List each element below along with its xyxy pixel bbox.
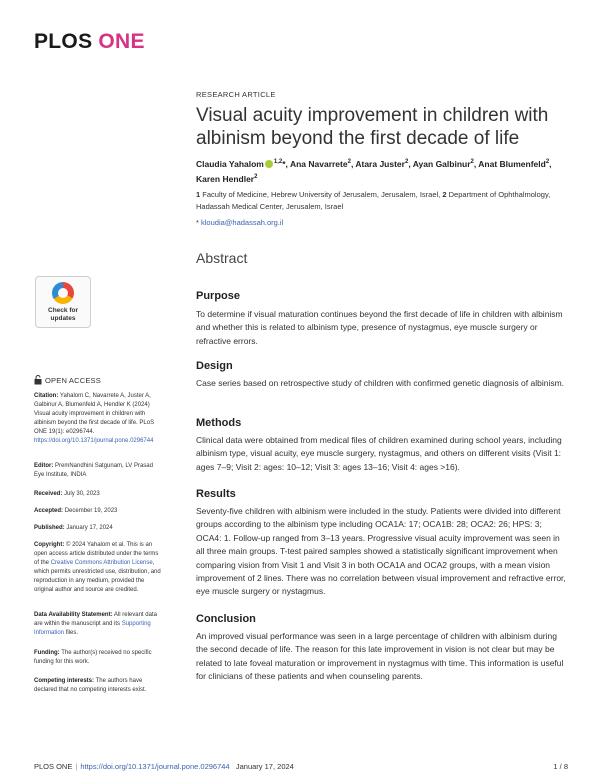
corr-mark: * — [196, 218, 199, 227]
author-name[interactable]: Karen Hendler — [196, 173, 255, 184]
funding-block: Funding: The author(s) received no specific funding for this work. — [34, 650, 152, 665]
section-heading-design: Design — [196, 360, 233, 372]
author-name[interactable]: Ayan Galbinur — [412, 158, 471, 169]
footer-date: January 17, 2024 — [235, 762, 294, 771]
logo-one: ONE — [98, 30, 145, 53]
section-heading-results: Results — [196, 488, 236, 500]
author-affil-sup: 2 — [470, 159, 474, 165]
author-affil-sup: 2 — [404, 159, 409, 165]
author-name[interactable]: Ana Navarrete — [289, 158, 348, 169]
copyright-block: Copyright: © 2024 Yahalom et al. This is an open access article distributed under the terms of the Creative Commons Attribution License, which permits unrestricted use, distribution, and reproduction in any medium, provided the original author and source are credited. — [34, 542, 161, 593]
received-block: Received: July 30, 2023 — [34, 491, 100, 497]
author-name[interactable]: Anat Blumenfeld — [478, 158, 546, 169]
data-availability-block: Data Availability Statement: All relevant data are within the manuscript and its Supporting Information files. — [34, 612, 157, 636]
author-list: Claudia Yahalom $^{1,2}$*, Ana Navarrete$^2$, Atara Juster$^2$, Ayan Galbinur$^2$, Anat Blumenfeld$^2$, Karen Hendler$^2$ — [196, 158, 552, 184]
open-lock-icon — [34, 375, 42, 385]
license-link[interactable]: Creative Commons Attribution License — [50, 560, 153, 566]
section-text-results: Seventy-five children with albinism were included in the study. Patients were divided into different groups according to the albinism type including OCA1A: 17; OCA1B: 28; OCA2: 26; HPS: 3; OCA4: 1. Follow-up ranged from 3–13 years. Progressive visual acuity improvement was seen in all three main groups. T-test paired samples showed a statistically significant improvement when comparing vision from Visit 1 and Visit 3 in both OCA1A and OCA2 groups, with a mean vision improvement of 2 lines. There was no correlation between visual improvement and refractive error, eye muscle surgery or nystagmus. — [196, 506, 566, 597]
editor-block: Editor: PremNandhini Satgunam, LV Prasad Eye Institute, INDIA — [34, 463, 153, 478]
open-access-text: OPEN ACCESS — [45, 376, 101, 385]
citation-block: Citation: Yahalom C, Navarrete A, Juster A, Galbinur A, Blumenfeld A, Hendler K (2024) Visual acuity improvement in children with albinism beyond the first decade of life. PLoS ONE 19(1): e0296744. https://doi.org/10.1371/journal.pone.0296744 — [34, 393, 155, 444]
corresponding-mark: * — [282, 158, 286, 169]
logo-plos: PLOS — [34, 30, 93, 53]
published-block: Published: January 17, 2024 — [34, 525, 113, 531]
section-text-purpose: To determine if visual maturation continues beyond the first decade of life in children with albinism and whether this is related to albinism type, presence of nystagmus, eye muscle surgery or refractive errors. — [196, 309, 563, 346]
section-text-methods: Clinical data were obtained from medical files of children examined during school years, including albinism type, visual acuity, eye muscle surgery, nystagmus, and others on different visits (Visit 1: ages 7–9; Visit 2: ages: 10–12; Visit 3: ages 13–16; Visit 4: ages >16). — [196, 435, 562, 472]
check-for-updates-icon — [52, 282, 74, 304]
article-title: Visual acuity improvement in children with albinism beyond the first decade of life — [196, 105, 549, 149]
affil-number: 2 — [442, 190, 447, 199]
section-heading-purpose: Purpose — [196, 290, 241, 302]
orcid-icon[interactable] — [265, 160, 273, 168]
open-access-label — [34, 375, 101, 385]
article-type: RESEARCH ARTICLE — [196, 90, 276, 99]
doi-link[interactable]: https://doi.org/10.1371/journal.pone.0296744 — [34, 438, 154, 444]
section-text-design: Case series based on retrospective study of children with confirmed genetic diagnosis of albinism. — [196, 378, 565, 388]
corresponding-email — [196, 218, 568, 227]
section-text-conclusion: An improved visual performance was seen in a large percentage of children with albinism during the second decade of life. The reason for this late improvement in vision is not clear but may be related to late foveal maturation or improvement in nystagmus with time. This information is useful for clinicians of these patients and when counseling parents. — [196, 631, 564, 682]
check-for-updates-label: Check for updates — [48, 307, 78, 322]
journal-logo[interactable] — [34, 30, 145, 54]
email-link[interactable]: kloudia@hadassah.org.il — [201, 218, 284, 227]
footer-journal: PLOS ONE — [34, 762, 73, 771]
author-affil-sup: 2 — [347, 159, 351, 165]
footer-separator: | — [75, 762, 78, 771]
affil-number: 1 — [196, 190, 201, 199]
section-heading-methods: Methods — [196, 417, 242, 429]
section-heading-conclusion: Conclusion — [196, 613, 256, 625]
accepted-block: Accepted: December 19, 2023 — [34, 508, 118, 514]
supporting-info-link[interactable]: Supporting Information — [34, 621, 151, 636]
affil-text: Faculty of Medicine, Hebrew University of Jerusalem, Jerusalem, Israel, — [202, 190, 441, 199]
affil-text: Department of Ophthalmology, Hadassah Medical Center, Jerusalem, Israel — [196, 190, 551, 211]
check-for-updates-badge[interactable] — [35, 276, 91, 328]
footer-citation — [34, 762, 294, 771]
author-affil-sup: 1,2 — [273, 159, 283, 165]
author-affil-sup: 2 — [254, 173, 258, 180]
affiliations — [196, 189, 568, 212]
abstract-heading: Abstract — [196, 250, 248, 266]
competing-interests-block: Competing interests: The authors have declared that no competing interests exist. — [34, 678, 147, 693]
author-affil-sup: 2 — [545, 159, 550, 165]
page-number: 1 / 8 — [553, 762, 568, 771]
footer-doi-link[interactable]: https://doi.org/10.1371/journal.pone.0296744 — [80, 762, 230, 771]
author-name[interactable]: Atara Juster — [355, 158, 405, 169]
author-name[interactable]: Claudia Yahalom — [196, 158, 264, 169]
